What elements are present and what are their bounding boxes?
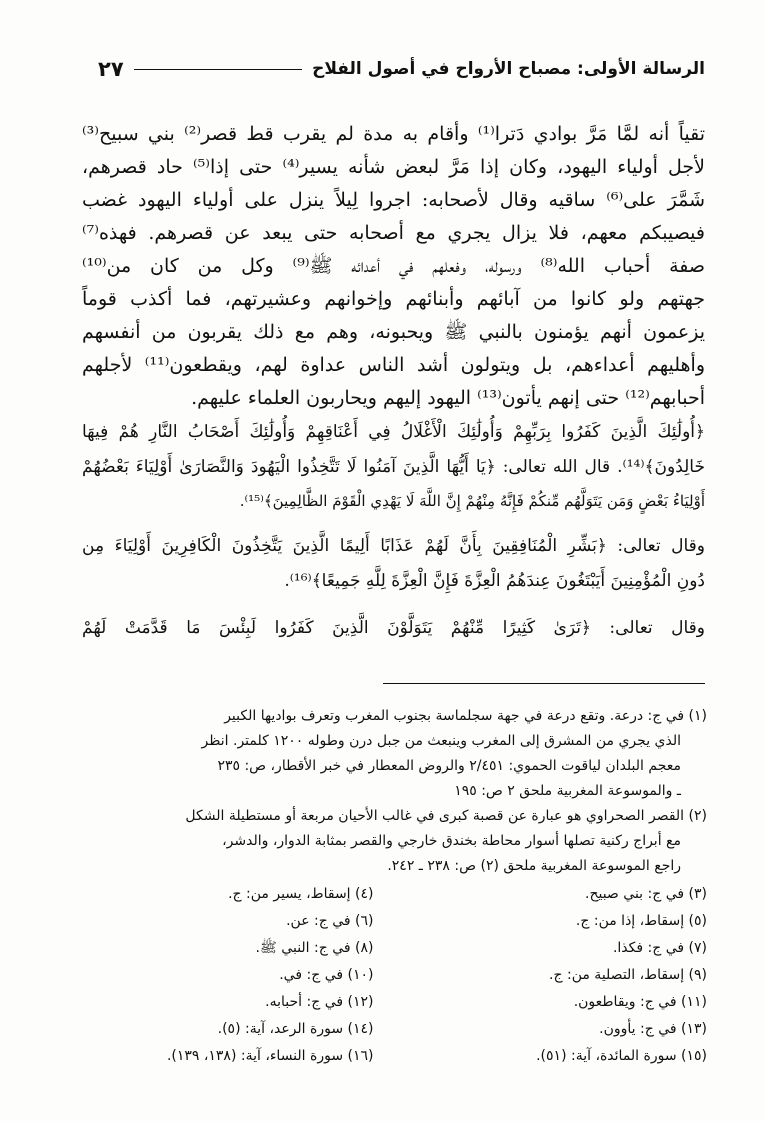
footnote-item: (٨) في ج: النبي ﷺ. (255, 940, 374, 956)
footnote-separator (383, 683, 705, 684)
footnote-line: (٢) القصر الصحراوي هو عبارة عن قصبة كبرى في غالب الأحيان مربعة أو مستطيلة الشكل (185, 808, 707, 824)
footnote-item: (٣) في ج: بني صبيح. (585, 886, 707, 902)
footnote-item: (٦) في ج: عن. (286, 913, 374, 929)
body-line: فيصيبكم معهم، فلا يزال يجري مع أصحابه حتى يبعد عن قصرهم. فهذه⁽⁷⁾ (82, 222, 705, 244)
spacer (82, 599, 705, 611)
body-line: شَمَّرَ على⁽⁶⁾ ساقيه وقال لأصحابه: اجروا لِيلاً ينزل على أولياء اليهود غضب (82, 189, 705, 211)
quran-verse-line: أَوْلِيَاءُ بَعْضٍ وَمَن يَتَوَلَّهُم مِّنكُمْ فَإِنَّهُ مِنْهُمْ إِنَّ اللَّهَ لَا يَهْدِي الْقَوْمَ الظَّالِمِينَ﴾⁽¹⁵⁾. (239, 492, 705, 510)
footnote-item: (١٥) سورة المائدة، آية: (٥١). (536, 1048, 707, 1064)
quran-verse-line: دُونِ الْمُؤْمِنِينَ أَيَبْتَغُونَ عِندَهُمُ الْعِزَّةَ فَإِنَّ الْعِزَّةَ لِلَّهِ جَمِيعًا﴾⁽¹⁶⁾. (284, 571, 705, 591)
footnote-line: مع أبراج ركنية تصلها أسوار محاطة بخندق خارجي والقصر بمثابة الدوار، والدشر، (222, 833, 681, 849)
footnote-line: ـ والموسوعة المغربية ملحق ٢ ص: ١٩٥ (454, 783, 681, 799)
footnote-item: (٩) إسقاط، التصلية من: ج. (549, 967, 707, 983)
footnote-item: (١٤) سورة الرعد، آية: (٥). (217, 1021, 374, 1037)
body-line: لأجل أولياء اليهود، وكان إذا مَرَّ لبعض شأنه يسير⁽⁴⁾ حتى إذا⁽⁵⁾ حاد قصرهم، (82, 156, 705, 178)
footnote-line: راجع الموسوعة المغربية ملحق (٢) ص: ٢٣٨ ـ ٢٤٢. (387, 858, 681, 874)
footnote-line: (١) في ج: درعة. وتقع درعة في جهة سجلماسة بجنوب المغرب وتعرف بواديها الكبير (224, 708, 707, 724)
footnote-item: (١٠) في ج: في. (279, 967, 374, 983)
spacer (82, 517, 705, 529)
body-line: صفة أحباب الله⁽⁸⁾ ورسوله، وفعلهم في أعدائه ﷺ⁽⁹⁾ وكل من كان من⁽¹⁰⁾ (82, 255, 705, 277)
footnote-line: الذي يجري من المشرق إلى المغرب وينبعث من جبل درن وطوله ١٢٠٠ كلمتر. انظر (201, 733, 681, 749)
quran-verse-line: وقال تعالى: ﴿بَشِّرِ الْمُنَافِقِينَ بِأَنَّ لَهُمْ عَذَابًا أَلِيمًا الَّذِينَ يَتَّخِذُونَ الْكَافِرِينَ أَوْلِيَاءَ مِن (82, 536, 705, 556)
footnote-line: معجم البلدان لياقوت الحموي: ٢/٤٥١ والروض المعطار في خبر الأقطار، ص: ٢٣٥ (217, 758, 681, 774)
footnote-item: (١٣) في ج: يأوون. (599, 1021, 707, 1037)
body-line: تقياً أنه لمَّا مَرَّ بوادي دَترا⁽¹⁾ وأقام به مدة لم يقرب قط قصر⁽²⁾ بني سبيح⁽³⁾ (82, 123, 705, 145)
page-number: ٢٧ (98, 57, 124, 81)
footnote-item: (١١) في ج: ويقاطعون. (573, 994, 707, 1010)
body-line: يزعمون أنهم يؤمنون بالنبي ﷺ ويحبونه، وهم مع ذلك يقربون من أنفسهم (82, 321, 705, 343)
body-line: جهتهم ولو كانوا من آبائهم وأبنائهم وإخوانهم وعشيرتهم، فما أكذب قوماً (82, 288, 705, 310)
header-rule (134, 69, 302, 70)
quran-verse-line: وقال تعالى: ﴿تَرَىٰ كَثِيرًا مِّنْهُمْ يَتَوَلَّوْنَ الَّذِينَ كَفَرُوا لَبِئْسَ مَا قَدَّمَتْ لَهُمْ (82, 618, 705, 638)
short-footnotes (60, 881, 707, 1070)
main-text (82, 118, 705, 646)
footnotes (60, 704, 707, 1070)
footnote-item: (١٦) سورة النساء، آية: (١٣٨، ١٣٩). (166, 1048, 374, 1064)
quran-verse-line: خَالِدُونَ﴾⁽¹⁴⁾. قال الله تعالى: ﴿يَا أَيُّهَا الَّذِينَ آمَنُوا لَا تَتَّخِذُوا الْيَهُودَ وَالنَّصَارَىٰ أَوْلِيَاءَ بَعْضُهُمْ (82, 457, 705, 477)
footnote-item: (٥) إسقاط، إذا من: ج. (575, 913, 707, 929)
quran-verse-line: ﴿أُولَٰئِكَ الَّذِينَ كَفَرُوا بِرَبِّهِمْ وَأُولَٰئِكَ الْأَغْلَالُ فِي أَعْنَاقِهِمْ وَأُولَٰئِكَ أَصْحَابُ النَّارِ هُمْ فِيهَا (82, 422, 705, 442)
footnote-item: (٧) في ج: فكذا. (612, 940, 707, 956)
body-line: أحبابهم⁽¹²⁾ حتى إنهم يأتون⁽¹³⁾ اليهود إليهم ويحاربون العلماء عليهم. (191, 387, 705, 409)
page-header (98, 52, 705, 86)
running-title: الرسالة الأولى: مصباح الأرواح في أصول الفلاح (312, 59, 705, 79)
body-line: وأهليهم أعداءهم، بل ويتولون أشد الناس عداوة لهم، ويقطعون⁽¹¹⁾ لأجلهم (82, 354, 705, 376)
footnote-item: (٤) إسقاط، يسير من: ج. (228, 886, 374, 902)
footnote-item: (١٢) في ج: أحبابه. (265, 994, 374, 1010)
